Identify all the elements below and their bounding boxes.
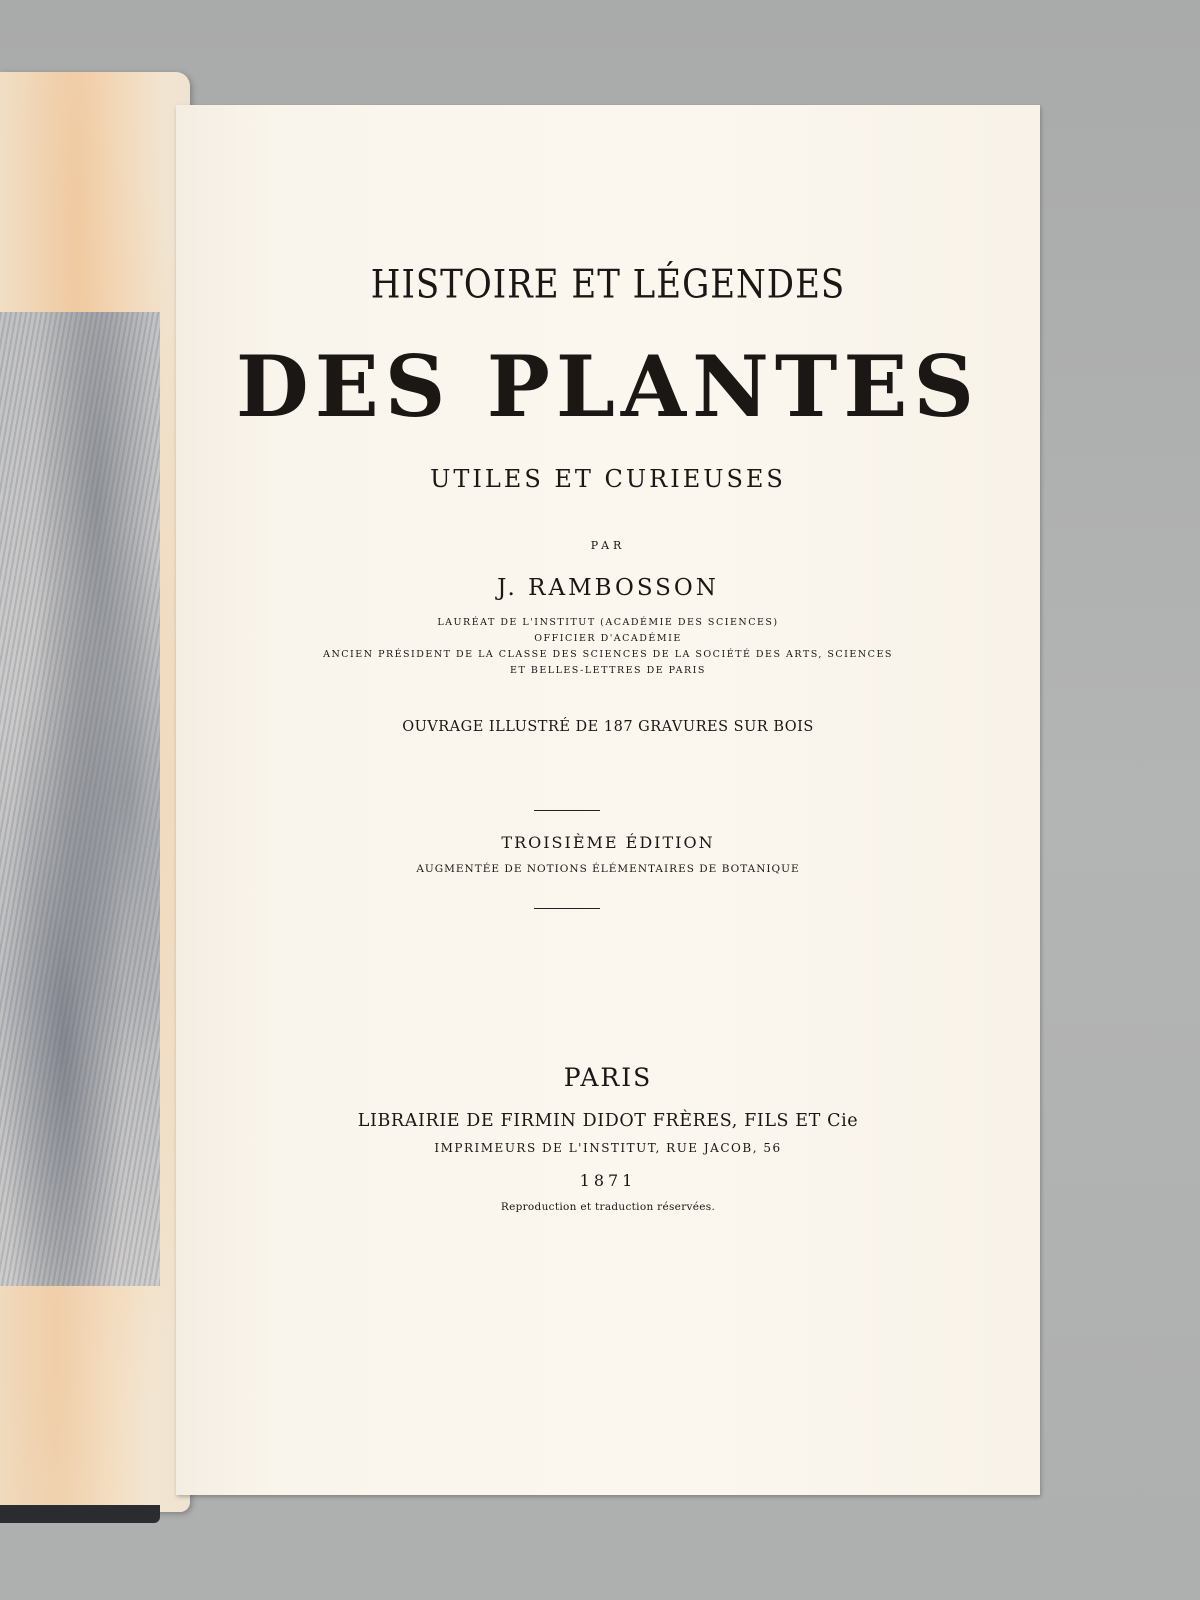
divider-rule <box>534 908 600 909</box>
publication-year: 1871 <box>579 1171 637 1190</box>
frontispiece-engraving <box>0 312 160 1286</box>
by-label: PAR <box>590 539 626 552</box>
publisher: LIBRAIRIE DE FIRMIN DIDOT FRÈRES, FILS ET Cie <box>357 1111 859 1131</box>
divider-rule <box>534 810 600 811</box>
title-main: DES PLANTES <box>235 337 981 436</box>
illustrations-note: OUVRAGE ILLUSTRÉ DE 187 GRAVURES SUR BOIS <box>402 719 814 735</box>
author-credential: LAURÉAT DE L'INSTITUT (ACADÉMIE DES SCIENCES) <box>437 617 779 628</box>
printer: IMPRIMEURS DE L'INSTITUT, RUE JACOB, 56 <box>434 1141 782 1155</box>
title-page <box>176 105 1040 1495</box>
edition-label: TROISIÈME ÉDITION <box>501 833 715 852</box>
rights-notice: Reproduction et traduction réservées. <box>500 1201 716 1213</box>
author-credential: ET BELLES-LETTRES DE PARIS <box>510 665 706 676</box>
author-name: J. RAMBOSSON <box>497 575 719 601</box>
edition-note: AUGMENTÉE DE NOTIONS ÉLÉMENTAIRES DE BOTANIQUE <box>416 863 800 875</box>
frontispiece-page <box>0 72 190 1512</box>
title-top: HISTOIRE ET LÉGENDES <box>370 262 846 308</box>
publication-city: PARIS <box>563 1063 653 1092</box>
author-credential: ANCIEN PRÉSIDENT DE LA CLASSE DES SCIENCES DE LA SOCIÉTÉ DES ARTS, SCIENCES <box>323 649 893 660</box>
author-credential: OFFICIER D'ACADÉMIE <box>534 633 682 644</box>
subtitle: UTILES ET CURIEUSES <box>430 465 786 493</box>
book-cover-edge <box>0 1505 160 1523</box>
